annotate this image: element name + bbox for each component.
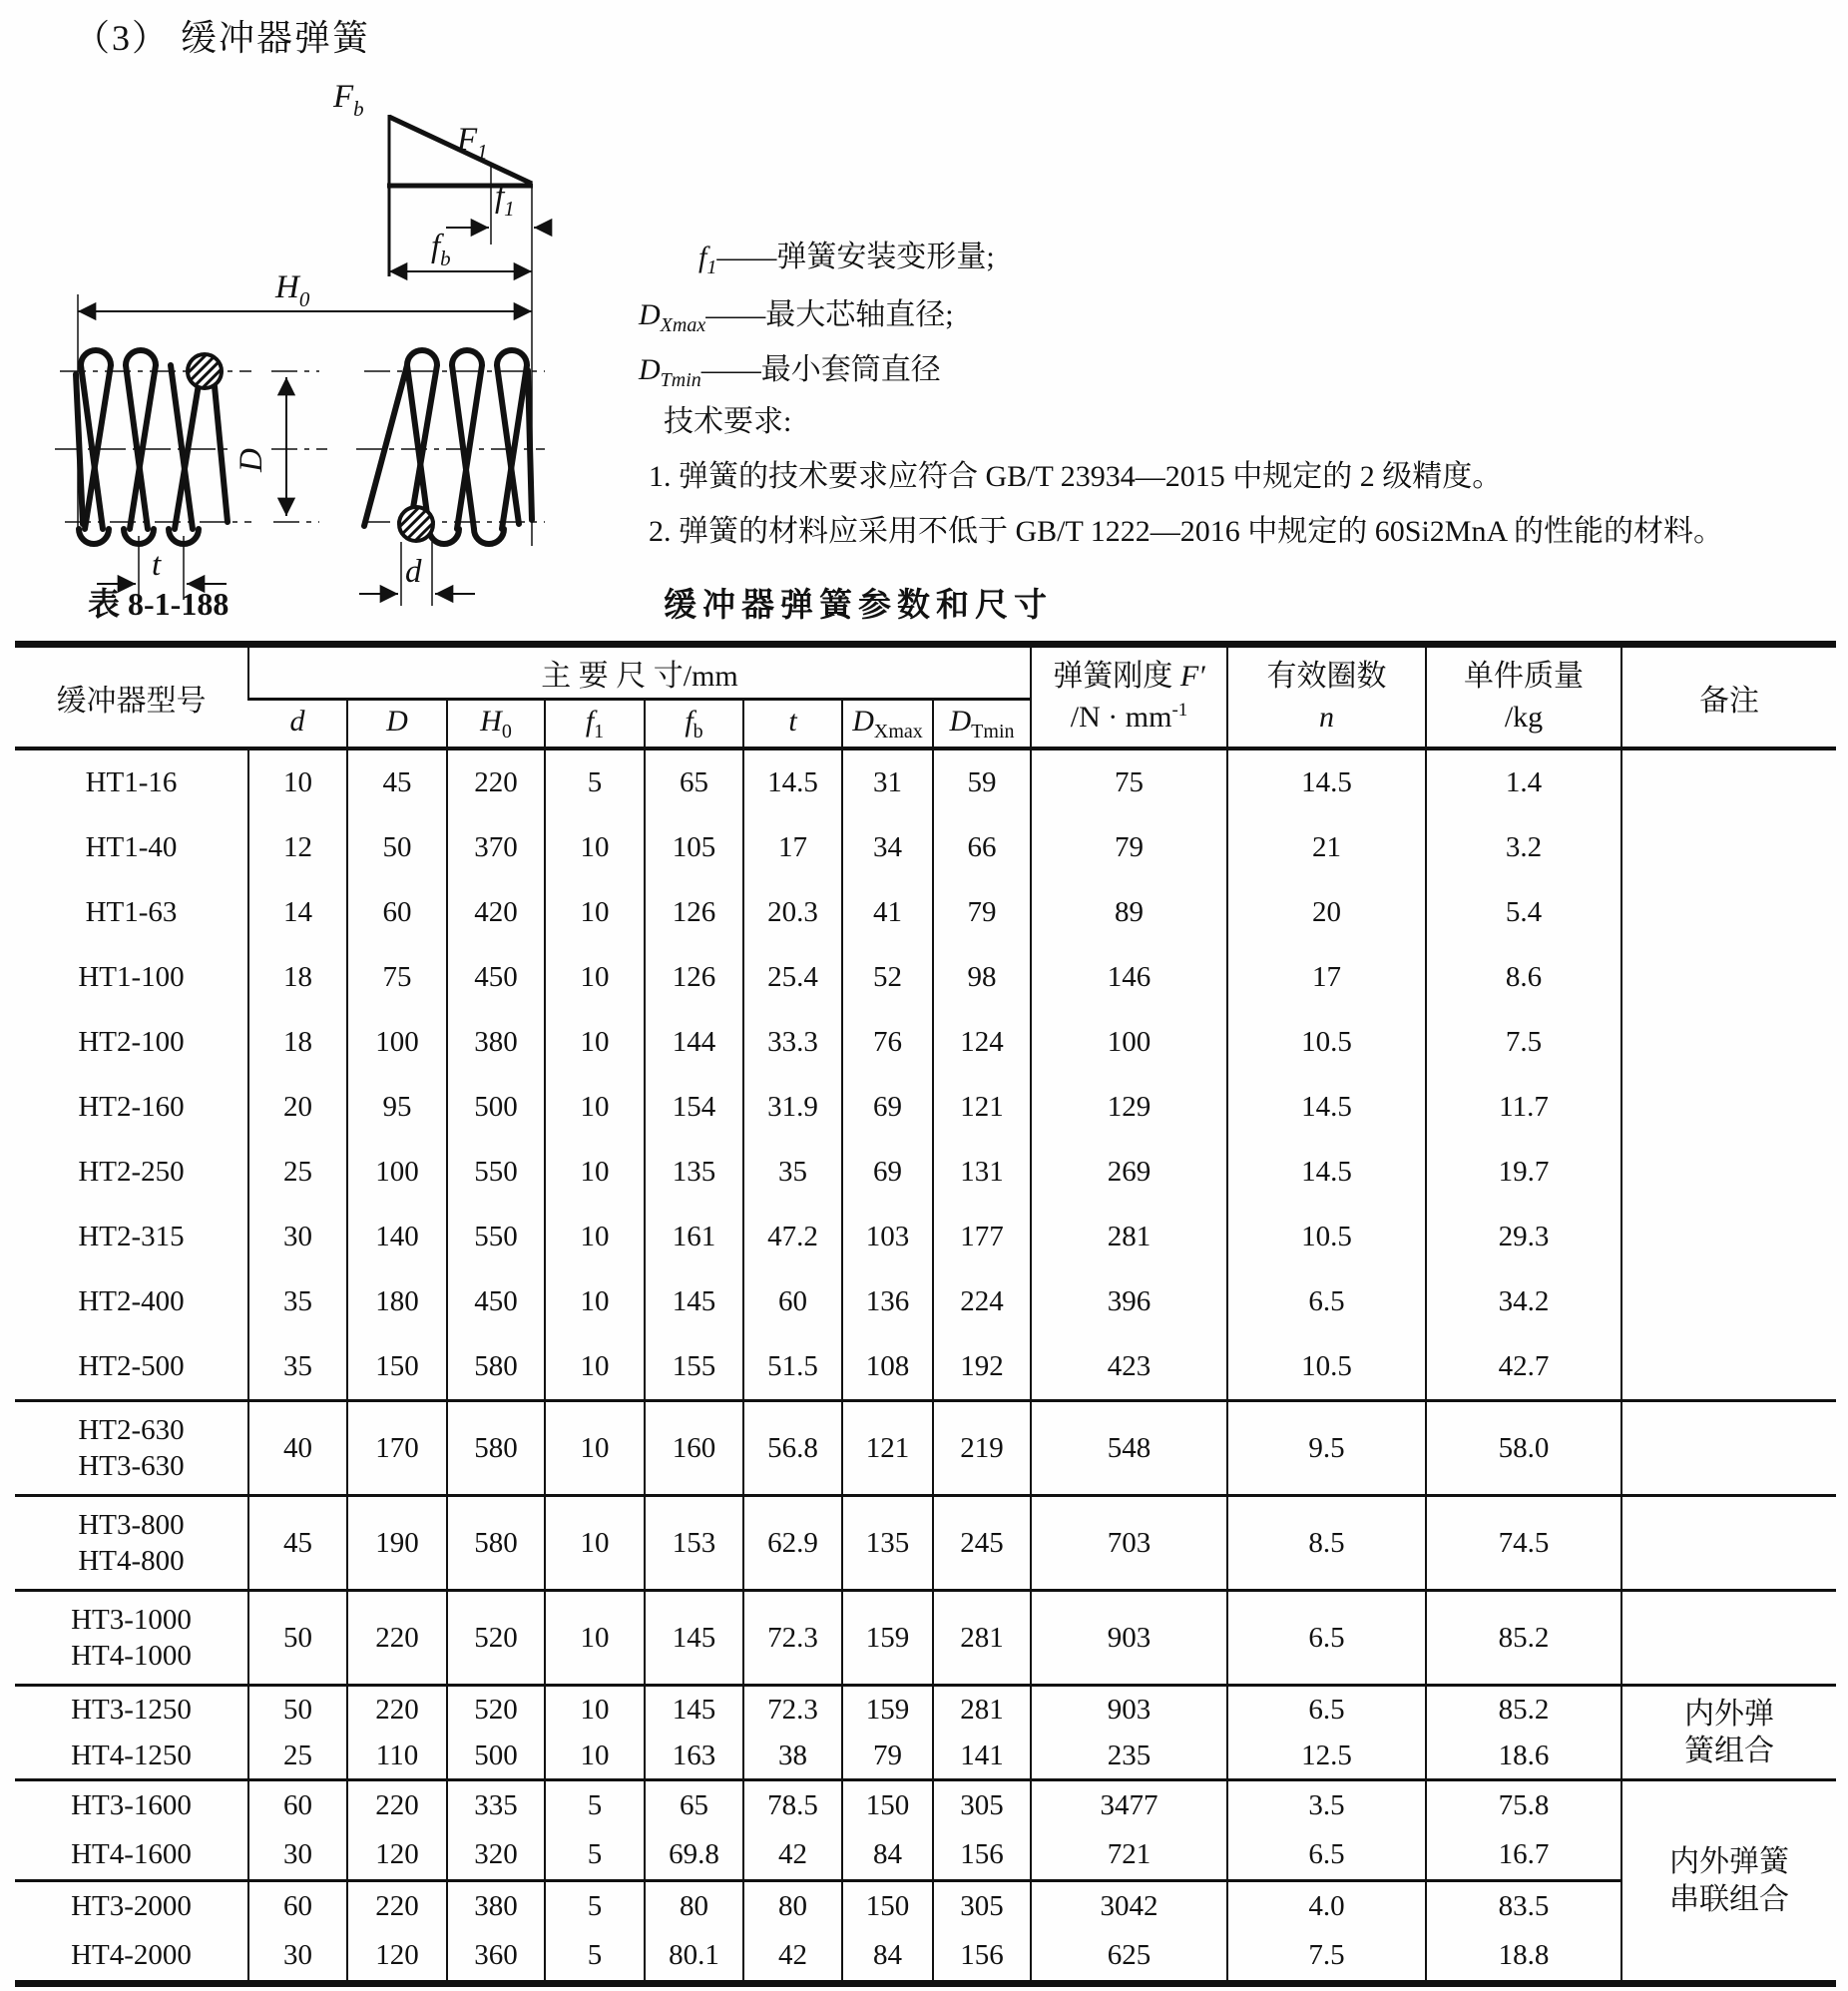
table-row — [15, 1733, 1836, 1780]
value-cell: 85.2 — [1426, 1686, 1621, 1734]
model-cell: HT2-100 — [78, 1026, 185, 1059]
label-d: d — [405, 554, 422, 590]
remark-cell — [1621, 1496, 1836, 1591]
value-cell: 129 — [1031, 1075, 1227, 1140]
value-cell: 245 — [933, 1496, 1031, 1591]
value-cell: 30 — [248, 1205, 347, 1269]
value-cell: 40 — [248, 1401, 347, 1496]
value-cell: 10.5 — [1227, 1010, 1426, 1075]
model-cell: HT3-1250 — [15, 1686, 248, 1734]
value-cell: 7.5 — [1426, 1010, 1621, 1075]
value-cell: 135 — [842, 1496, 933, 1591]
value-cell: 903 — [1031, 1591, 1227, 1686]
value-cell: 12.5 — [1227, 1733, 1426, 1780]
model-cell: HT1-16 — [85, 766, 178, 799]
value-cell: 550 — [447, 1205, 545, 1269]
value-cell: 100 — [1031, 1010, 1227, 1075]
remark-cell: 内外弹簧 串联组合 — [1621, 1780, 1836, 1984]
table-row — [15, 945, 1836, 1010]
value-cell: 84 — [842, 1830, 933, 1881]
value-cell: 12 — [248, 815, 347, 880]
value-cell: 45 — [347, 748, 447, 815]
label-fb: $f_b$ — [431, 229, 451, 270]
col-header-f1: $f_1$ — [545, 700, 645, 749]
value-cell: 10 — [545, 1591, 645, 1686]
value-cell: 20 — [1227, 880, 1426, 945]
model-cell: HT4-2000 — [71, 1939, 192, 1972]
value-cell: 89 — [1031, 880, 1227, 945]
value-cell: 320 — [447, 1830, 545, 1881]
value-cell: 31 — [842, 748, 933, 815]
table-number-label: 表 8-1-188 — [88, 586, 230, 622]
table-row — [15, 1401, 1836, 1496]
value-cell: 140 — [347, 1205, 447, 1269]
value-cell: 220 — [347, 1881, 447, 1932]
value-cell: 155 — [645, 1334, 743, 1401]
value-cell: 135 — [645, 1140, 743, 1205]
value-cell: 69.8 — [645, 1830, 743, 1881]
value-cell: 20 — [248, 1075, 347, 1140]
value-cell: 33.3 — [743, 1010, 842, 1075]
value-cell: 721 — [1031, 1830, 1227, 1881]
value-cell: 153 — [645, 1496, 743, 1591]
value-cell: 550 — [447, 1140, 545, 1205]
value-cell: 520 — [447, 1686, 545, 1734]
value-cell: 60 — [347, 880, 447, 945]
value-cell: 145 — [645, 1686, 743, 1734]
value-cell: 79 — [933, 880, 1031, 945]
value-cell: 100 — [347, 1010, 447, 1075]
value-cell: 335 — [447, 1780, 545, 1831]
value-cell: 42.7 — [1426, 1334, 1621, 1401]
value-cell: 69 — [842, 1140, 933, 1205]
value-cell: 69 — [842, 1075, 933, 1140]
value-cell: 10 — [545, 1010, 645, 1075]
value-cell: 58.0 — [1426, 1401, 1621, 1496]
wire-section-right — [399, 507, 433, 541]
value-cell: 25 — [248, 1733, 347, 1780]
remark-cell — [1621, 748, 1836, 1401]
value-cell: 10 — [545, 1496, 645, 1591]
value-cell: 180 — [347, 1269, 447, 1334]
value-cell: 50 — [347, 815, 447, 880]
value-cell: 16.7 — [1426, 1830, 1621, 1881]
value-cell: 84 — [842, 1931, 933, 1984]
table-row — [15, 1591, 1836, 1686]
value-cell: 520 — [447, 1591, 545, 1686]
value-cell: 74.5 — [1426, 1496, 1621, 1591]
value-cell: 6.5 — [1227, 1591, 1426, 1686]
value-cell: 18.6 — [1426, 1733, 1621, 1780]
label-f1: $f_1$ — [495, 179, 515, 221]
col-group-main-dimensions: 主 要 尺 寸/mm — [248, 645, 1031, 700]
value-cell: 34 — [842, 815, 933, 880]
value-cell: 35 — [743, 1140, 842, 1205]
legend-item-f1: $f_1——$弹簧安装变形量; — [698, 241, 995, 278]
value-cell: 72.3 — [743, 1686, 842, 1734]
value-cell: 20.3 — [743, 880, 842, 945]
tech-requirement-1: 1. 弹簧的技术要求应符合 GB/T 23934—2015 中规定的 2 级精度。 — [649, 460, 1503, 493]
value-cell: 281 — [933, 1591, 1031, 1686]
value-cell: 224 — [933, 1269, 1031, 1334]
value-cell: 42 — [743, 1931, 842, 1984]
value-cell: 5 — [545, 748, 645, 815]
value-cell: 18 — [248, 1010, 347, 1075]
value-cell: 121 — [933, 1075, 1031, 1140]
value-cell: 100 — [347, 1140, 447, 1205]
value-cell: 60 — [743, 1269, 842, 1334]
value-cell: 177 — [933, 1205, 1031, 1269]
table-row — [15, 1496, 1836, 1591]
spring-diagram — [0, 55, 559, 619]
value-cell: 7.5 — [1227, 1931, 1426, 1984]
value-cell: 370 — [447, 815, 545, 880]
value-cell: 10 — [545, 1733, 645, 1780]
label-D: D — [233, 448, 269, 472]
col-header-remark: 备注 — [1621, 645, 1836, 749]
label-F1: $F_1$ — [457, 122, 488, 164]
value-cell: 159 — [842, 1591, 933, 1686]
value-cell: 159 — [842, 1686, 933, 1734]
remark-cell — [1621, 1591, 1836, 1686]
value-cell: 110 — [347, 1733, 447, 1780]
value-cell: 154 — [645, 1075, 743, 1140]
value-cell: 35 — [248, 1334, 347, 1401]
value-cell: 220 — [347, 1686, 447, 1734]
value-cell: 5.4 — [1426, 880, 1621, 945]
value-cell: 190 — [347, 1496, 447, 1591]
value-cell: 220 — [347, 1591, 447, 1686]
value-cell: 59 — [933, 748, 1031, 815]
value-cell: 145 — [645, 1591, 743, 1686]
value-cell: 144 — [645, 1010, 743, 1075]
value-cell: 95 — [347, 1075, 447, 1140]
value-cell: 1.4 — [1426, 748, 1621, 815]
table-row — [15, 1334, 1836, 1401]
table-row — [15, 1140, 1836, 1205]
value-cell: 105 — [645, 815, 743, 880]
value-cell: 156 — [933, 1931, 1031, 1984]
value-cell: 18 — [248, 945, 347, 1010]
value-cell: 124 — [933, 1010, 1031, 1075]
table-row — [15, 1780, 1836, 1831]
legend-dash: —— — [716, 241, 777, 273]
col-header-D: D — [347, 700, 447, 749]
model-cell: HT1-100 — [78, 961, 185, 994]
value-cell: 38 — [743, 1733, 842, 1780]
value-cell: 14.5 — [743, 748, 842, 815]
value-cell: 17 — [1227, 945, 1426, 1010]
value-cell: 10 — [545, 1140, 645, 1205]
value-cell: 10 — [545, 1269, 645, 1334]
table-title: 缓冲器弹簧参数和尺寸 — [664, 588, 1053, 624]
value-cell: 163 — [645, 1733, 743, 1780]
value-cell: 146 — [1031, 945, 1227, 1010]
value-cell: 192 — [933, 1334, 1031, 1401]
value-cell: 160 — [645, 1401, 743, 1496]
col-header-d: d — [248, 700, 347, 749]
value-cell: 8.5 — [1227, 1496, 1426, 1591]
value-cell: 29.3 — [1426, 1205, 1621, 1269]
value-cell: 103 — [842, 1205, 933, 1269]
value-cell: 14.5 — [1227, 1140, 1426, 1205]
table-row — [15, 815, 1836, 880]
value-cell: 150 — [842, 1881, 933, 1932]
value-cell: 269 — [1031, 1140, 1227, 1205]
value-cell: 420 — [447, 880, 545, 945]
table-row — [15, 1686, 1836, 1734]
value-cell: 60 — [248, 1780, 347, 1831]
value-cell: 360 — [447, 1931, 545, 1984]
table-row — [15, 880, 1836, 945]
value-cell: 5 — [545, 1881, 645, 1932]
value-cell: 580 — [447, 1496, 545, 1591]
value-cell: 500 — [447, 1733, 545, 1780]
value-cell: 170 — [347, 1401, 447, 1496]
value-cell: 9.5 — [1227, 1401, 1426, 1496]
value-cell: 156 — [933, 1830, 1031, 1881]
value-cell: 11.7 — [1426, 1075, 1621, 1140]
spring-right — [364, 350, 532, 544]
model-cell: HT2-160 — [78, 1091, 185, 1124]
remark-cell: 内外弹 簧组合 — [1621, 1686, 1836, 1780]
model-cell: HT3-1600 — [15, 1780, 248, 1831]
value-cell: 703 — [1031, 1496, 1227, 1591]
model-cell: HT2-250 — [78, 1156, 185, 1189]
value-cell: 75 — [347, 945, 447, 1010]
value-cell: 98 — [933, 945, 1031, 1010]
value-cell: 10.5 — [1227, 1334, 1426, 1401]
value-cell: 35 — [248, 1269, 347, 1334]
table-body — [15, 748, 1836, 1984]
value-cell: 76 — [842, 1010, 933, 1075]
value-cell: 5 — [545, 1931, 645, 1984]
value-cell: 423 — [1031, 1334, 1227, 1401]
value-cell: 6.5 — [1227, 1830, 1426, 1881]
value-cell: 25 — [248, 1140, 347, 1205]
value-cell: 220 — [447, 748, 545, 815]
value-cell: 120 — [347, 1830, 447, 1881]
model-cell: HT1-40 — [85, 831, 178, 864]
value-cell: 903 — [1031, 1686, 1227, 1734]
value-cell: 10 — [545, 1686, 645, 1734]
model-cell: HT3-800 HT4-800 — [15, 1496, 248, 1591]
value-cell: 8.6 — [1426, 945, 1621, 1010]
value-cell: 80 — [645, 1881, 743, 1932]
value-cell: 56.8 — [743, 1401, 842, 1496]
value-cell: 80.1 — [645, 1931, 743, 1984]
table-row — [15, 1075, 1836, 1140]
table-row — [15, 1205, 1836, 1269]
value-cell: 31.9 — [743, 1075, 842, 1140]
value-cell: 150 — [842, 1780, 933, 1831]
label-Fb: $F_b$ — [333, 79, 364, 121]
legend-dash: —— — [700, 353, 761, 386]
value-cell: 396 — [1031, 1269, 1227, 1334]
value-cell: 126 — [645, 945, 743, 1010]
table-header — [15, 645, 1836, 749]
value-cell: 66 — [933, 815, 1031, 880]
model-cell: HT4-1250 — [71, 1739, 192, 1771]
value-cell: 131 — [933, 1140, 1031, 1205]
value-cell: 580 — [447, 1334, 545, 1401]
model-cell: HT2-500 — [78, 1350, 185, 1383]
value-cell: 10 — [545, 1334, 645, 1401]
value-cell: 50 — [248, 1591, 347, 1686]
value-cell: 17 — [743, 815, 842, 880]
value-cell: 219 — [933, 1401, 1031, 1496]
value-cell: 500 — [447, 1075, 545, 1140]
col-header-mass: 单件质量 /kg — [1426, 645, 1621, 749]
col-header-H0: $H_0$ — [447, 700, 545, 749]
model-cell: HT1-63 — [85, 896, 178, 929]
col-header-stiffness: 弹簧刚度 F′ $/N \cdot mm^{-1}$ — [1031, 645, 1227, 749]
value-cell: 380 — [447, 1881, 545, 1932]
col-header-model: 缓冲器型号 — [15, 645, 248, 749]
value-cell: 14.5 — [1227, 1075, 1426, 1140]
value-cell: 5 — [545, 1830, 645, 1881]
value-cell: 10 — [545, 945, 645, 1010]
remark-cell — [1621, 1401, 1836, 1496]
value-cell: 83.5 — [1426, 1881, 1621, 1932]
col-header-DXmax: $D_{Xmax}$ — [842, 700, 933, 749]
value-cell: 121 — [842, 1401, 933, 1496]
value-cell: 19.7 — [1426, 1140, 1621, 1205]
value-cell: 150 — [347, 1334, 447, 1401]
value-cell: 120 — [347, 1931, 447, 1984]
value-cell: 72.3 — [743, 1591, 842, 1686]
value-cell: 65 — [645, 1780, 743, 1831]
value-cell: 10 — [545, 1401, 645, 1496]
value-cell: 34.2 — [1426, 1269, 1621, 1334]
value-cell: 10.5 — [1227, 1205, 1426, 1269]
value-cell: 126 — [645, 880, 743, 945]
value-cell: 30 — [248, 1931, 347, 1984]
value-cell: 45 — [248, 1496, 347, 1591]
model-cell: HT3-1000 HT4-1000 — [15, 1591, 248, 1686]
value-cell: 108 — [842, 1334, 933, 1401]
value-cell: 3042 — [1031, 1881, 1227, 1932]
value-cell: 10 — [545, 815, 645, 880]
value-cell: 3.5 — [1227, 1780, 1426, 1831]
value-cell: 51.5 — [743, 1334, 842, 1401]
value-cell: 85.2 — [1426, 1591, 1621, 1686]
value-cell: 50 — [248, 1686, 347, 1734]
value-cell: 75.8 — [1426, 1780, 1621, 1831]
value-cell: 62.9 — [743, 1496, 842, 1591]
legend-item-dtmin: $D_{Tmin}——$最小套筒直径 — [639, 353, 941, 391]
value-cell: 161 — [645, 1205, 743, 1269]
table-row — [15, 1830, 1836, 1881]
value-cell: 79 — [1031, 815, 1227, 880]
legend-item-dxmax: $D_{Xmax}——$最大芯轴直径; — [639, 298, 954, 336]
value-cell: 145 — [645, 1269, 743, 1334]
model-cell: HT2-400 — [78, 1285, 185, 1318]
value-cell: 60 — [248, 1881, 347, 1932]
value-cell: 281 — [1031, 1205, 1227, 1269]
col-header-DTmin: $D_{Tmin}$ — [933, 700, 1031, 749]
value-cell: 235 — [1031, 1733, 1227, 1780]
value-cell: 42 — [743, 1830, 842, 1881]
value-cell: 10 — [545, 1075, 645, 1140]
value-cell: 6.5 — [1227, 1269, 1426, 1334]
value-cell: 136 — [842, 1269, 933, 1334]
value-cell: 10 — [545, 1205, 645, 1269]
value-cell: 548 — [1031, 1401, 1227, 1496]
section-title: （3） 缓冲器弹簧 — [74, 18, 371, 58]
model-cell: HT2-315 — [78, 1221, 185, 1253]
value-cell: 79 — [842, 1733, 933, 1780]
value-cell: 450 — [447, 1269, 545, 1334]
value-cell: 450 — [447, 945, 545, 1010]
tech-requirements-heading: 技术要求: — [664, 405, 792, 438]
spring-parameter-table — [15, 641, 1836, 1987]
label-t: t — [152, 547, 162, 583]
value-cell: 25.4 — [743, 945, 842, 1010]
value-cell: 3477 — [1031, 1780, 1227, 1831]
value-cell: 78.5 — [743, 1780, 842, 1831]
table-row — [15, 1881, 1836, 1932]
model-cell: HT2-630 HT3-630 — [15, 1401, 248, 1496]
value-cell: 14 — [248, 880, 347, 945]
value-cell: 281 — [933, 1686, 1031, 1734]
value-cell: 65 — [645, 748, 743, 815]
col-header-fb: $f_b$ — [645, 700, 743, 749]
value-cell: 580 — [447, 1401, 545, 1496]
col-header-t: t — [743, 700, 842, 749]
value-cell: 10 — [248, 748, 347, 815]
value-cell: 14.5 — [1227, 748, 1426, 815]
table-row — [15, 1931, 1836, 1984]
value-cell: 5 — [545, 1780, 645, 1831]
value-cell: 305 — [933, 1881, 1031, 1932]
value-cell: 220 — [347, 1780, 447, 1831]
value-cell: 625 — [1031, 1931, 1227, 1984]
value-cell: 75 — [1031, 748, 1227, 815]
value-cell: 305 — [933, 1780, 1031, 1831]
value-cell: 4.0 — [1227, 1881, 1426, 1932]
value-cell: 3.2 — [1426, 815, 1621, 880]
value-cell: 6.5 — [1227, 1686, 1426, 1734]
table-row — [15, 748, 1836, 815]
value-cell: 80 — [743, 1881, 842, 1932]
model-cell: HT3-2000 — [15, 1881, 248, 1932]
value-cell: 30 — [248, 1830, 347, 1881]
wire-section-left — [188, 354, 222, 388]
table-row — [15, 1010, 1836, 1075]
value-cell: 141 — [933, 1733, 1031, 1780]
value-cell: 380 — [447, 1010, 545, 1075]
value-cell: 18.8 — [1426, 1931, 1621, 1984]
value-cell: 21 — [1227, 815, 1426, 880]
legend-dash: —— — [705, 298, 766, 331]
col-header-coils: 有效圈数 n — [1227, 645, 1426, 749]
value-cell: 52 — [842, 945, 933, 1010]
tech-requirement-2: 2. 弹簧的材料应采用不低于 GB/T 1222—2016 中规定的 60Si2MnA 的性能的材料。 — [649, 515, 1723, 548]
value-cell: 10 — [545, 880, 645, 945]
value-cell: 47.2 — [743, 1205, 842, 1269]
label-H0: $H_0$ — [275, 269, 310, 311]
table-row — [15, 1269, 1836, 1334]
model-cell: HT4-1600 — [71, 1838, 192, 1871]
value-cell: 41 — [842, 880, 933, 945]
